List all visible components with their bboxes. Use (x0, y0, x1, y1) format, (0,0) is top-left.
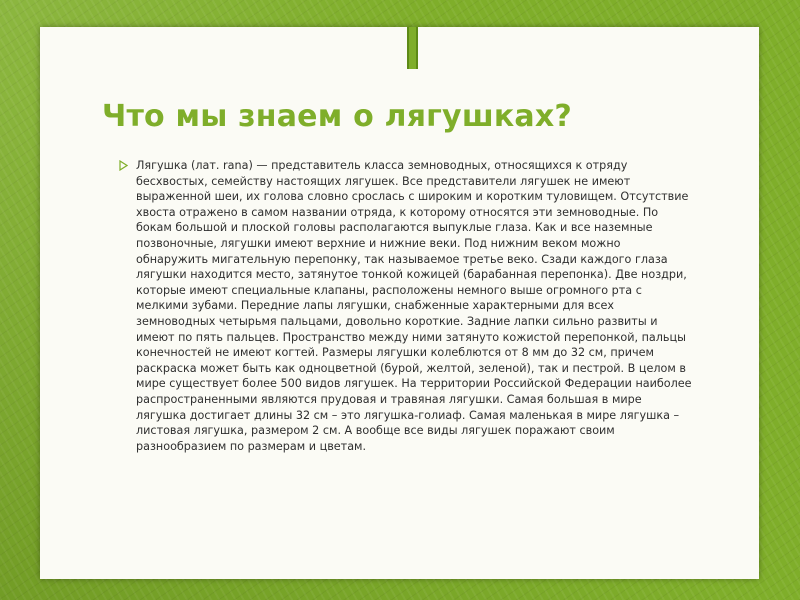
bullet-icon (119, 160, 129, 172)
slide-title: Что мы знаем о лягушках? (102, 99, 573, 134)
decorative-tab (407, 27, 418, 69)
slide (40, 27, 759, 579)
triangle-bullet-icon (119, 160, 128, 171)
slide-body-text: Лягушка (лат. rana) — представитель класса земноводных, относящихся к отряду бесхвостых, семейству настоящих лягушек. Все представители лягушек не имеют выраженной шеи, их голова словно срослась с широким и коротким туловищем. Отсутствие хвоста отражено в самом названии отряда, к которому относятся эти земноводные. По бокам большой и плоской головы располагаются выпуклые глаза. Как и все наземные позвоночные, лягушки имеют верхние и нижние веки. Под нижним веком можно обнаружить мигательную перепонку, так называемое третье веко. Сзади каждого глаза лягушки находится место, затянутое тонкой кожицей (барабанная перепонка). Две ноздри, которые имеют специальные клапаны, расположены немного выше огромного рта с мелкими зубами. Передние лапы лягушки, снабженные характерными для всех земноводных четырьмя пальцами, довольно короткие. Задние лапки сильно развиты и имеют по пять пальцев. Пространство между ними затянуто кожистой перепонкой, пальцы конечностей не имеют когтей. Размеры лягушки колеблются от 8 мм до 32 см, причем раскраска может быть как одноцветной (бурой, желтой, зеленой), так и пестрой. В целом в мире существует более 500 видов лягушек. На территории Российской Федерации наиболее распространенными являются прудовая и травяная лягушки. Самая большая в мире лягушка достигает длины 32 см – это лягушка-голиаф. Самая маленькая в мире лягушка – листовая лягушка, размером 2 см. А вообще все виды лягушек поражают своим разнообразием по размерам и цветам. (136, 159, 692, 453)
